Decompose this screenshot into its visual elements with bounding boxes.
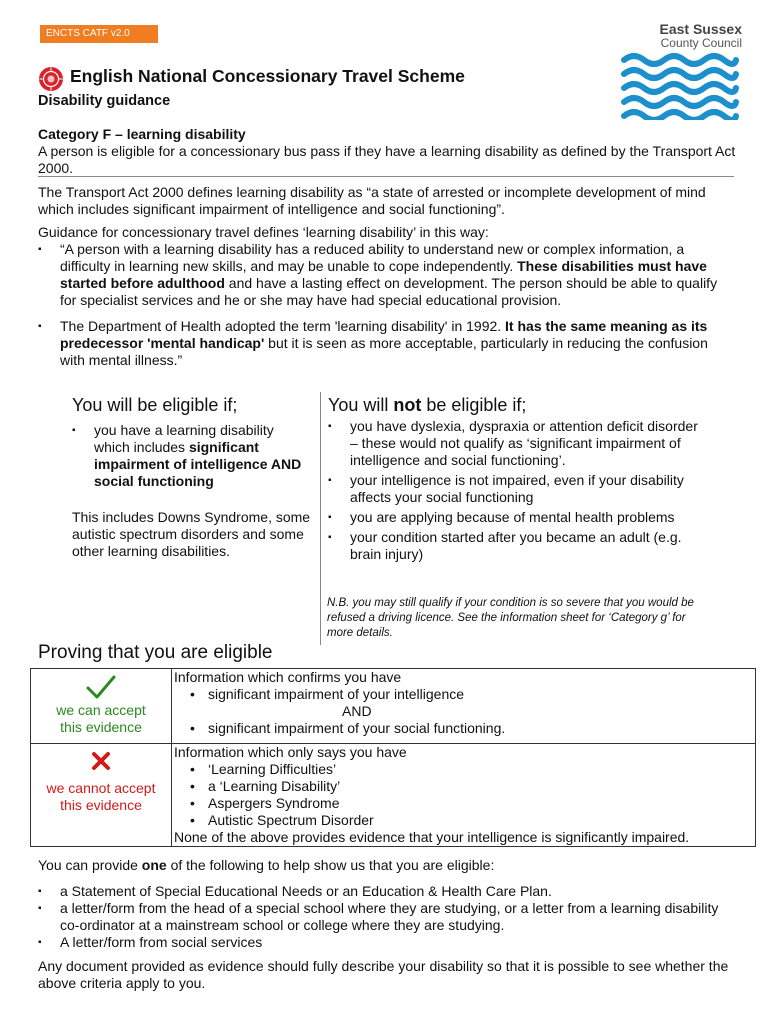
nb-note: N.B. you may still qualify if your condition is so severe that you would be refused a driving licence. See the information sheet for ‘Category g’ for more details. <box>327 597 694 639</box>
reject-item: • ‘Learning Difficulties’ <box>174 761 755 778</box>
emphasis: one <box>141 857 167 873</box>
eligible-heading: You will be eligible if; <box>72 395 238 415</box>
text-run: be eligible if; <box>421 395 527 415</box>
evidence-table <box>30 668 756 847</box>
not-eligible-item: ▪ your intelligence is not impaired, even if your disability affects your social functioning <box>328 472 700 506</box>
category-intro: A person is eligible for a concessionary bus pass if they have a learning disability as defined by the Transport Act 2000. <box>38 143 736 176</box>
emphasis: significant impairment of intelligence AND social functioning <box>94 439 302 489</box>
definition-paragraph: The Transport Act 2000 defines learning disability as “a state of arrested or incomplete development of mind which includes significant impairment of intelligence and social functioning”. <box>38 184 706 217</box>
not-eligible-list <box>328 418 700 563</box>
reject-footer: None of the above provides evidence that your intelligence is significantly impaired. <box>174 829 690 845</box>
guidance-list <box>38 241 736 369</box>
column-divider <box>320 392 321 645</box>
proving-heading: Proving that you are eligible <box>38 642 273 663</box>
accept-item: • significant impairment of your social functioning. <box>174 720 755 737</box>
text-run: and have a lasting effect on development. The person should be able to qualify for specialist services and he or she may have had special educational provision. <box>60 275 718 308</box>
tudor-rose-icon <box>38 66 64 92</box>
not-eligible-item: ▪ you have dyslexia, dyspraxia or attention deficit disorder – these would not qualify as ‘significant impairment of intelligence and social functioning’. <box>328 418 700 469</box>
text-run: The Department of Health adopted the term 'learning disability' in 1992. <box>60 318 506 334</box>
org-name-line1: East Sussex <box>659 21 742 37</box>
text-run: you have a learning disability which includes <box>94 422 274 455</box>
guidance-bullet-2 <box>38 318 736 369</box>
provide-item: ▪ a Statement of Special Educational Needs or an Education & Health Care Plan. <box>38 883 738 900</box>
eligible-note: This includes Downs Syndrome, some autistic spectrum disorders and some other learning disabilities. <box>72 509 311 559</box>
provide-item: ▪ A letter/form from social services <box>38 934 738 951</box>
reject-content <box>172 744 756 847</box>
emphasis: It has the same meaning as its predecessor 'mental handicap' <box>60 318 708 351</box>
accept-cell <box>31 669 172 744</box>
text-run: You will <box>328 395 394 415</box>
not-eligible-heading <box>328 395 526 416</box>
guidance-intro: Guidance for concessionary travel defines ‘learning disability’ in this way: <box>38 224 489 240</box>
reject-row <box>31 744 756 847</box>
divider <box>38 176 734 177</box>
reject-cell <box>31 744 172 847</box>
eligible-list <box>72 422 304 490</box>
text-run: “A person with a learning disability has a reduced ability to understand new or complex information, a difficulty in learning new skills, and may be unable to cope independently. <box>60 241 685 274</box>
accept-row <box>31 669 756 744</box>
page-title: English National Concessionary Travel Scheme <box>70 66 465 86</box>
reject-item: • Aspergers Syndrome <box>174 795 755 812</box>
text-run: of the following to help show us that you are eligible: <box>166 857 495 873</box>
closing-paragraph: Any document provided as evidence should fully describe your disability so that it is possible to see whether the above criteria apply to you. <box>38 958 729 991</box>
provide-item: ▪ a letter/form from the head of a special school where they are studying, or a letter from a learning disability co-ordinator at a mainstream school or college where they are studying. <box>38 900 738 934</box>
accept-list <box>174 720 755 737</box>
accept-content <box>172 669 756 744</box>
provide-intro <box>38 857 738 874</box>
not-eligible-item: ▪ you are applying because of mental health problems <box>328 509 700 526</box>
council-logo-text <box>642 22 742 51</box>
text-run: but it is seen as more acceptable, particularly in reducing the confusion with mental illness.” <box>60 335 708 368</box>
accept-intro: Information which confirms you have <box>174 669 402 685</box>
category-heading: Category F – learning disability <box>38 126 246 142</box>
provide-list <box>38 883 738 951</box>
reject-list <box>174 761 755 829</box>
org-name-line2: County Council <box>660 36 742 51</box>
and-connector: AND <box>342 703 372 719</box>
eligible-item <box>72 422 304 490</box>
emphasis: These disabilities must have started before adulthood <box>60 258 707 291</box>
reject-intro: Information which only says you have <box>174 744 407 760</box>
page-subtitle: Disability guidance <box>38 93 171 109</box>
reject-label: we cannot accept this evidence <box>46 780 156 813</box>
checkmark-icon <box>85 674 117 700</box>
accept-item: • significant impairment of your intelligence <box>174 686 755 703</box>
reject-item: • a ‘Learning Disability’ <box>174 778 755 795</box>
cross-icon <box>90 750 112 772</box>
waves-logo-icon <box>620 50 740 120</box>
reject-item: • Autistic Spectrum Disorder <box>174 812 755 829</box>
text-run: You can provide <box>38 857 142 873</box>
emphasis: not <box>393 395 422 415</box>
version-badge: ENCTS CATF v2.0 <box>40 25 158 43</box>
guidance-bullet-1 <box>38 241 736 309</box>
accept-label: we can accept this evidence <box>56 702 146 735</box>
not-eligible-item: ▪ your condition started after you became an adult (e.g. brain injury) <box>328 529 700 563</box>
accept-list <box>174 686 755 703</box>
